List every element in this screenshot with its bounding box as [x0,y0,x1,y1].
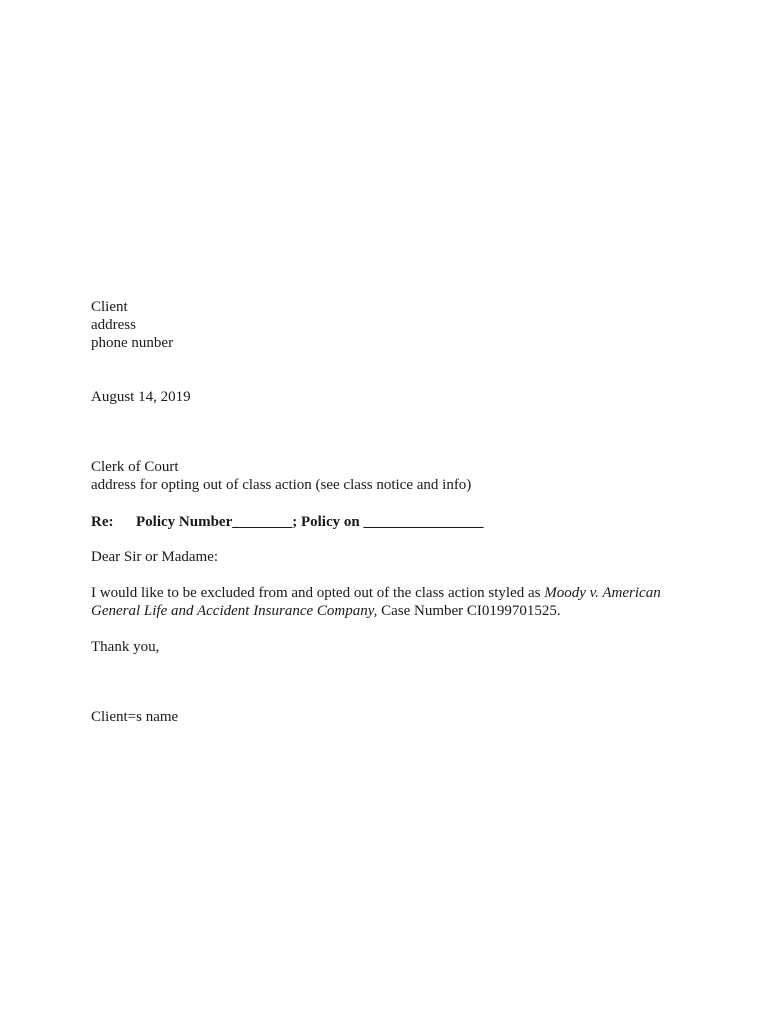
subject-label: Re: [91,514,114,530]
sender-block [91,298,691,352]
recipient-name: Clerk of Court [91,459,179,475]
subject-line [91,513,691,531]
sender-name: Client [91,299,128,315]
recipient-block [91,458,691,494]
salutation-text: Dear Sir or Madame: [91,549,219,565]
sender-phone: phone nunber [91,335,174,351]
closing-text: Thank you, [91,639,160,655]
salutation [91,548,691,566]
case-number-text: Case Number CI0199701525. [377,603,561,619]
date-text: August 14, 2019 [91,389,191,405]
recipient-address: address for opting out of class action (see class notice and info) [91,477,472,493]
body-line-1 [91,584,691,602]
subject-text: Policy Number________; Policy on ________________ [136,514,484,530]
sender-address: address [91,317,136,333]
case-name-part-1: Moody v. American [544,585,661,601]
signature [91,708,691,726]
letter-date [91,388,691,406]
signature-text: Client=s name [91,709,179,725]
body-paragraph [91,584,691,620]
body-line-2 [91,602,691,620]
case-name-part-2: General Life and Accident Insurance Company, [91,603,378,619]
body-line-1-text: I would like to be excluded from and opted out of the class action styled as [91,585,545,601]
closing [91,638,691,656]
